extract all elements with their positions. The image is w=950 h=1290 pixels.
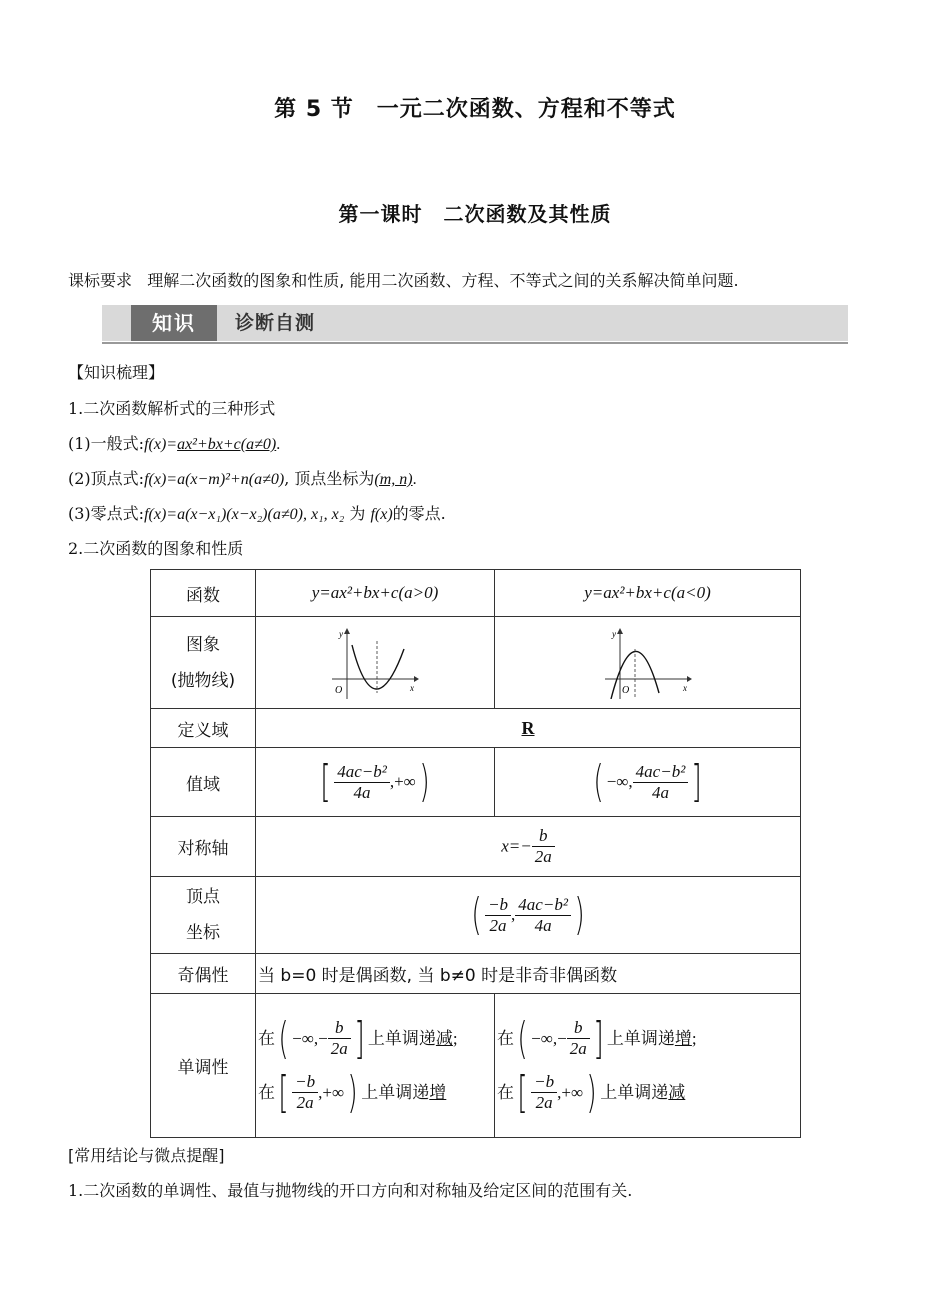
mono-neg-line1: 在( −∞,− $\frac{b}{2a}$ ] 上单调递增;	[497, 1012, 697, 1064]
item-1: 1.二次函数解析式的三种形式	[68, 399, 276, 418]
domain-value: R	[256, 709, 801, 748]
mono-neg-line2: 在[ $\frac{-b}{2a}$ ,+∞) 上单调递减	[497, 1066, 686, 1118]
knowledge-heading: 【知识梳理】	[68, 363, 165, 382]
mono-pos-line1: 在( −∞,− $\frac{b}{2a}$ ] 上单调递减;	[258, 1012, 458, 1064]
header-graph: 图象 (抛物线)	[151, 617, 256, 709]
x-axis-arrow	[687, 676, 692, 682]
parabola-up-graph	[330, 627, 420, 699]
y-label: y	[611, 628, 616, 639]
header-function: 函数	[151, 570, 256, 617]
range-positive: [ $\frac{\text{4ac−b²}}{4a}$ ,+∞)	[256, 748, 495, 817]
header-monotonicity: 单调性	[151, 994, 256, 1138]
lesson-subtitle: 第一课时 二次函数及其性质	[338, 202, 612, 226]
requirement-label: 课标要求	[68, 271, 133, 290]
function-a-negative: y=ax²+bx+c(a<0)	[495, 570, 801, 617]
function-a-positive: y=ax²+bx+c(a>0)	[256, 570, 495, 617]
origin-label: O	[335, 684, 343, 696]
y-axis-arrow	[344, 628, 350, 634]
mono-pos-line2: 在[ $\frac{-b}{2a}$ ,+∞) 上单调递增	[258, 1066, 447, 1118]
parabola-up-curve	[352, 645, 404, 689]
general-form-answer: ax²+bx+c(a≠0)	[177, 436, 277, 453]
tips-heading: [常用结论与微点提醒]	[68, 1146, 225, 1165]
properties-table	[150, 569, 801, 1138]
parity-value: 当 b=0 时是偶函数, 当 b≠0 时是非奇非偶函数	[256, 954, 801, 994]
y-axis-arrow	[617, 628, 623, 634]
x-axis-arrow	[414, 676, 419, 682]
header-axis: 对称轴	[151, 817, 256, 877]
banner-divider	[102, 342, 848, 344]
origin-label: O	[621, 684, 629, 696]
item-2: 2.二次函数的图象和性质	[68, 539, 244, 558]
mono-negative	[495, 994, 801, 1138]
form-general: (1)一般式:f(x)=ax²+bx+c(a≠0).	[68, 434, 281, 453]
axis-value: x=− $\frac{b}{2a}$	[256, 817, 801, 877]
range-negative: ( −∞, $\frac{\text{4ac−b²}}{4a}$ ]	[495, 748, 801, 817]
header-vertex: 顶点 坐标	[151, 877, 256, 954]
banner-text: 诊断自测	[235, 312, 316, 334]
header-domain: 定义域	[151, 709, 256, 748]
form-zero: (3)零点式:f(x)=a(x−x₁)(x−x₂)(a≠0), x₁, x₂ 为 f(x)的零点.	[68, 504, 446, 523]
requirement-text: 理解二次函数的图象和性质, 能用二次函数、方程、不等式之间的关系解决简单问题.	[147, 271, 739, 290]
vertex-coord-answer: (m, n)	[374, 471, 413, 488]
parabola-down-graph	[603, 627, 693, 699]
vertex-value: ( $\frac{-b}{2a}$ , $\frac{\text{4ac−b²}}{4a}$ )	[256, 877, 801, 954]
header-parity: 奇偶性	[151, 954, 256, 994]
form-vertex: (2)顶点式:f(x)=a(x−m)²+n(a≠0), 顶点坐标为(m, n).	[68, 469, 417, 488]
curriculum-requirement	[68, 268, 739, 291]
y-label: y	[339, 628, 343, 639]
banner-tab: 知识	[131, 305, 217, 341]
x-label: x	[410, 682, 414, 693]
graph-downward-cell	[495, 617, 801, 709]
x-label: x	[682, 682, 687, 693]
graph-upward-cell	[256, 617, 495, 709]
page-title: 第 5 节 一元二次函数、方程和不等式	[274, 97, 676, 122]
mono-positive	[256, 994, 495, 1138]
tip-1: 1.二次函数的单调性、最值与抛物线的开口方向和对称轴及给定区间的范围有关.	[68, 1181, 633, 1200]
header-range: 值域	[151, 748, 256, 817]
